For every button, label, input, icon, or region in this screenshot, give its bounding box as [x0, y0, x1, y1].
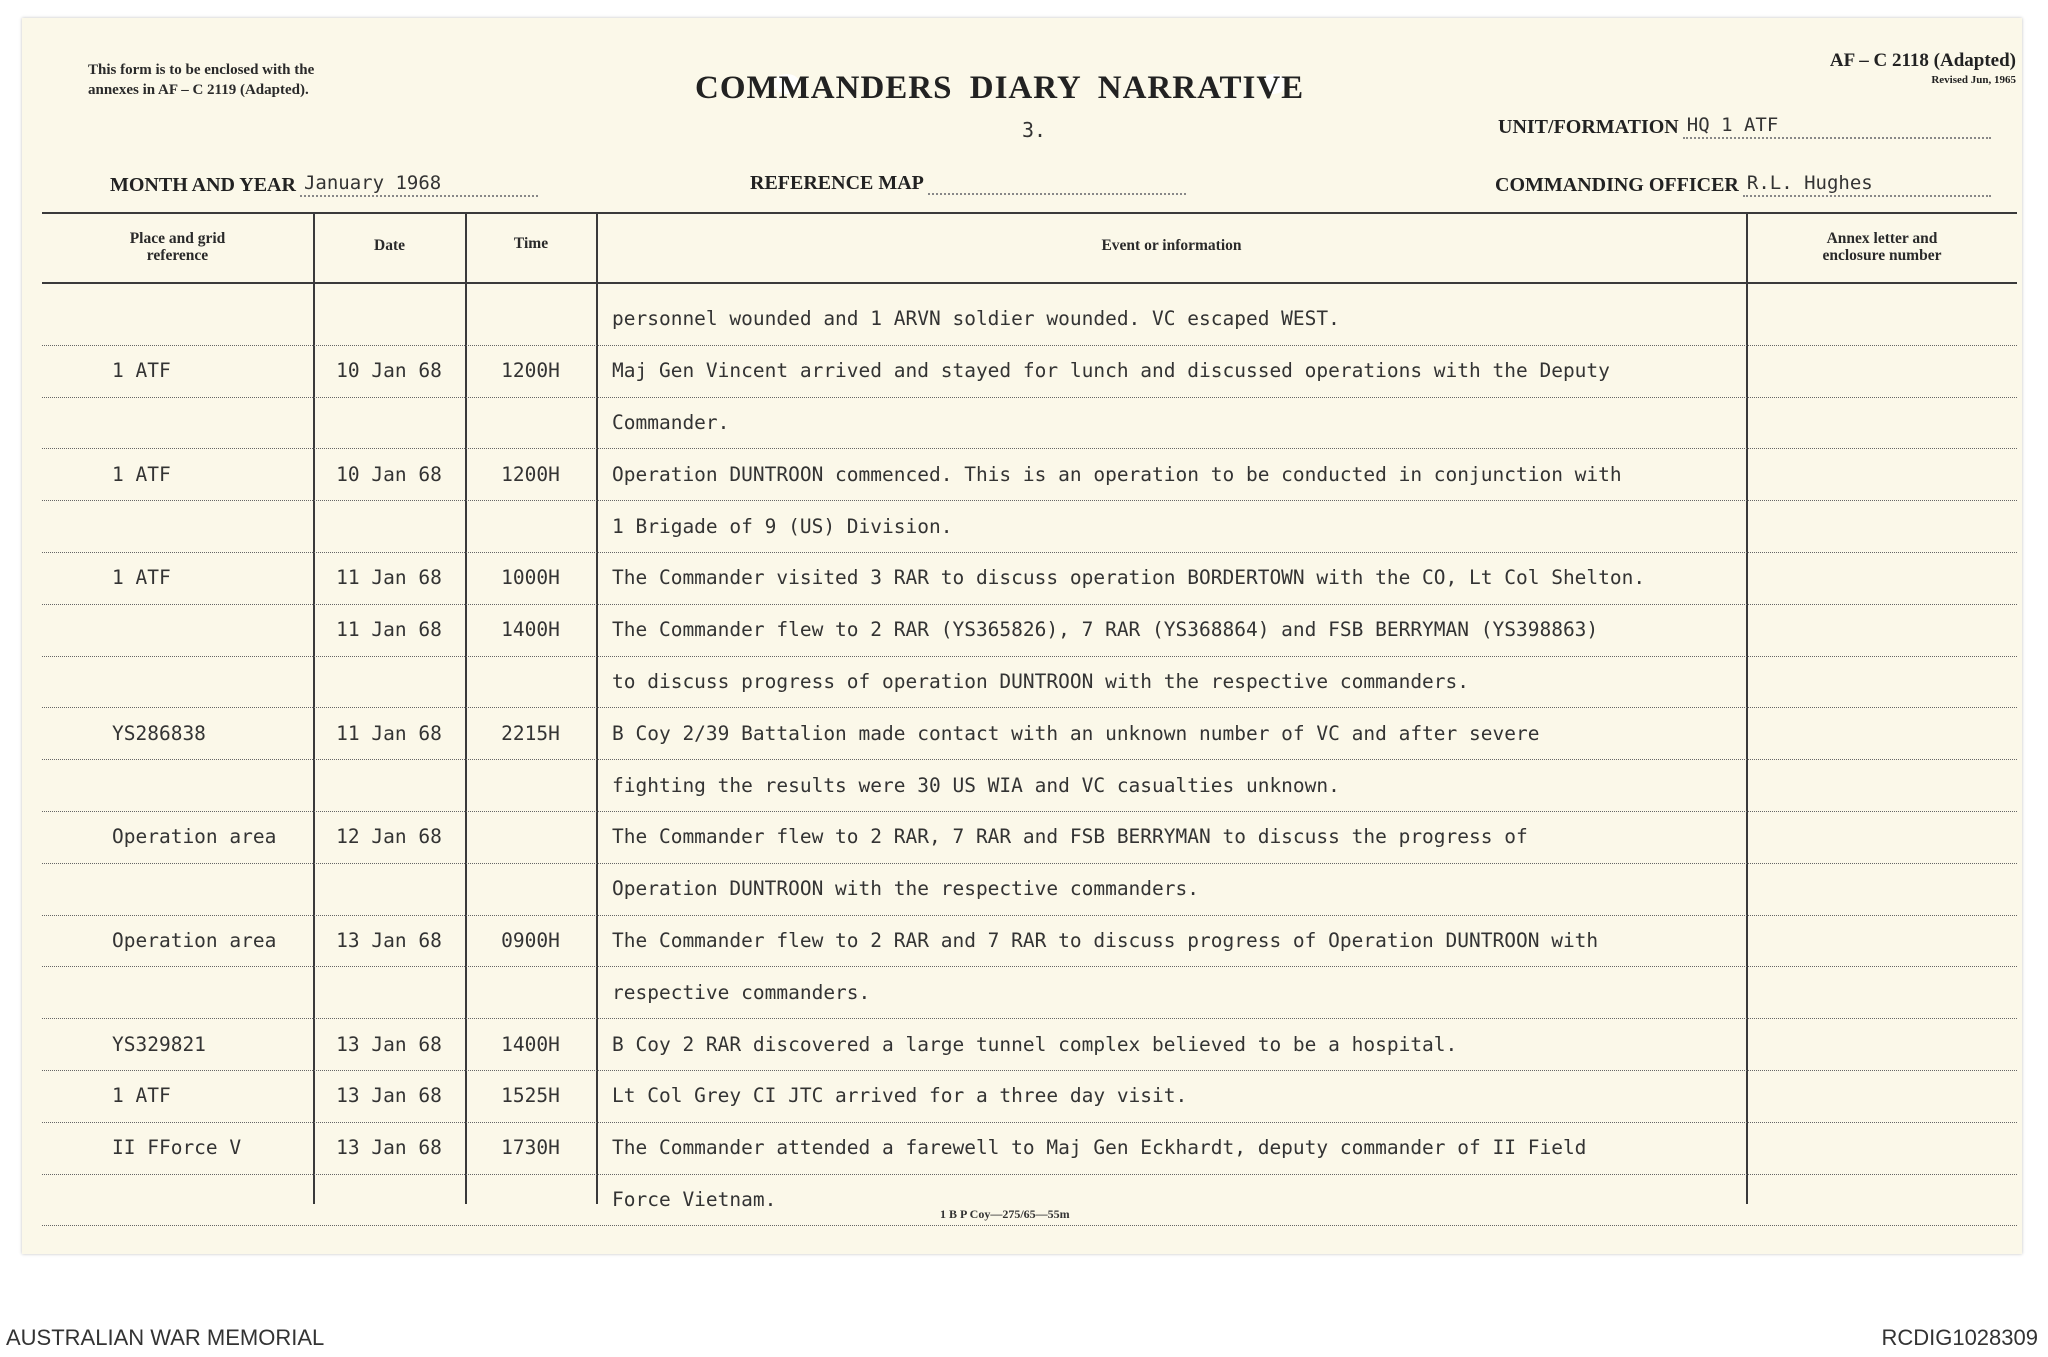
entry-event: The Commander flew to 2 RAR, 7 RAR and FSB BERRYMAN to discuss the progress of — [612, 825, 1528, 849]
table-row — [42, 1018, 2017, 1071]
entry-place: 1 ATF — [112, 462, 171, 486]
entry-date: 11 Jan 68 — [336, 566, 442, 590]
entry-time: 1525H — [501, 1084, 560, 1108]
entry-event: personnel wounded and 1 ARVN soldier wounded. VC escaped WEST. — [612, 307, 1340, 331]
entry-date: 11 Jan 68 — [336, 618, 442, 642]
table-row — [42, 397, 2017, 450]
printer-imprint: 1 B P Coy—275/65—55m — [940, 1207, 1070, 1221]
table-row — [42, 552, 2017, 605]
entry-event: to discuss progress of operation DUNTROON with the respective commanders. — [612, 669, 1470, 693]
archive-reference-number: RCDIG1028309 — [1881, 1325, 2038, 1350]
month-year-value: January 1968 — [300, 172, 538, 197]
entry-event: Maj Gen Vincent arrived and stayed for lunch and discussed operations with the Deputy — [612, 359, 1610, 383]
entry-event: The Commander flew to 2 RAR (YS365826), 7 RAR (YS368864) and FSB BERRYMAN (YS398863) — [612, 618, 1599, 642]
table-row — [42, 500, 2017, 553]
table-row — [42, 293, 2017, 346]
column-header-annex: Annex letter and enclosure number — [1822, 230, 1942, 264]
entry-date: 13 Jan 68 — [336, 1032, 442, 1056]
enclosure-note: This form is to be enclosed with the annexes in AF – C 2119 (Adapted). — [88, 62, 315, 98]
entry-time: 1400H — [501, 1032, 560, 1056]
entry-place: YS329821 — [112, 1032, 206, 1056]
entry-event: B Coy 2/39 Battalion made contact with an unknown number of VC and after severe — [612, 721, 1540, 745]
entry-event: The Commander attended a farewell to Maj Gen Eckhardt, deputy commander of II Field — [612, 1136, 1587, 1160]
table-row — [42, 1122, 2017, 1175]
entry-date: 13 Jan 68 — [336, 928, 442, 952]
table-row — [42, 759, 2017, 812]
month-year-field: MONTH AND YEAR January 1968 — [110, 172, 538, 197]
column-header-place: Place and grid reference — [129, 230, 226, 264]
entry-time: 1730H — [501, 1136, 560, 1160]
entry-event: respective commanders. — [612, 980, 871, 1004]
page-number: 3. — [1022, 118, 1047, 142]
entry-date: 13 Jan 68 — [336, 1136, 442, 1160]
table-top-rule — [42, 212, 2017, 214]
table-row — [42, 811, 2017, 864]
unit-formation-value: HQ 1 ATF — [1683, 114, 1991, 139]
reference-map-field: REFERENCE MAP — [750, 172, 1186, 195]
archive-credit: AUSTRALIAN WAR MEMORIAL — [6, 1325, 325, 1350]
entry-place: 1 ATF — [112, 566, 171, 590]
table-row — [42, 915, 2017, 968]
table-row — [42, 863, 2017, 916]
table-row — [42, 1070, 2017, 1123]
table-row — [42, 966, 2017, 1019]
entry-place: 1 ATF — [112, 359, 171, 383]
entry-place: 1 ATF — [112, 1084, 171, 1108]
entry-event: B Coy 2 RAR discovered a large tunnel complex believed to be a hospital. — [612, 1032, 1458, 1056]
entry-event: 1 Brigade of 9 (US) Division. — [612, 514, 953, 538]
column-header-date: Date — [374, 237, 405, 254]
entry-time: 1000H — [501, 566, 560, 590]
entry-event: Operation DUNTROON commenced. This is an operation to be conducted in conjunction with — [612, 462, 1622, 486]
table-row — [42, 448, 2017, 501]
entry-event: Commander. — [612, 410, 730, 434]
entry-date: 10 Jan 68 — [336, 359, 442, 383]
entry-time: 1200H — [501, 359, 560, 383]
entry-event: fighting the results were 30 US WIA and VC casualties unknown. — [612, 773, 1340, 797]
entry-place: YS286838 — [112, 721, 206, 745]
table-row — [42, 707, 2017, 760]
form-title: COMMANDERS DIARY NARRATIVE — [695, 70, 1305, 106]
entry-date: 12 Jan 68 — [336, 825, 442, 849]
entry-time: 0900H — [501, 928, 560, 952]
table-row — [42, 604, 2017, 657]
entry-event: Force Vietnam. — [612, 1187, 777, 1211]
entry-event: Operation DUNTROON with the respective commanders. — [612, 877, 1199, 901]
table-row — [42, 345, 2017, 398]
reference-map-value — [928, 192, 1186, 195]
entry-event: The Commander visited 3 RAR to discuss operation BORDERTOWN with the CO, Lt Col Shelton. — [612, 566, 1646, 590]
entry-place: Operation area — [112, 928, 277, 952]
entry-place: II FForce V — [112, 1136, 242, 1160]
table-header-rule — [42, 282, 2017, 284]
entry-time: 1200H — [501, 462, 560, 486]
unit-formation-field: UNIT/FORMATION HQ 1 ATF — [1498, 114, 1991, 139]
column-header-event: Event or information — [1101, 237, 1242, 254]
entry-time: 2215H — [501, 721, 560, 745]
entry-place: Operation area — [112, 825, 277, 849]
entry-event: Lt Col Grey CI JTC arrived for a three day visit. — [612, 1084, 1188, 1108]
entry-event: The Commander flew to 2 RAR and 7 RAR to discuss progress of Operation DUNTROON with — [612, 928, 1599, 952]
column-header-time: Time — [513, 235, 549, 252]
entry-date: 13 Jan 68 — [336, 1084, 442, 1108]
entry-date: 10 Jan 68 — [336, 462, 442, 486]
entry-time: 1400H — [501, 618, 560, 642]
entry-date: 11 Jan 68 — [336, 721, 442, 745]
commanding-officer-field: COMMANDING OFFICER R.L. Hughes — [1495, 172, 1991, 197]
form-number: AF – C 2118 (Adapted) Revised Jun, 1965 — [1829, 50, 2016, 86]
table-row — [42, 656, 2017, 709]
commanding-officer-value: R.L. Hughes — [1743, 172, 1991, 197]
